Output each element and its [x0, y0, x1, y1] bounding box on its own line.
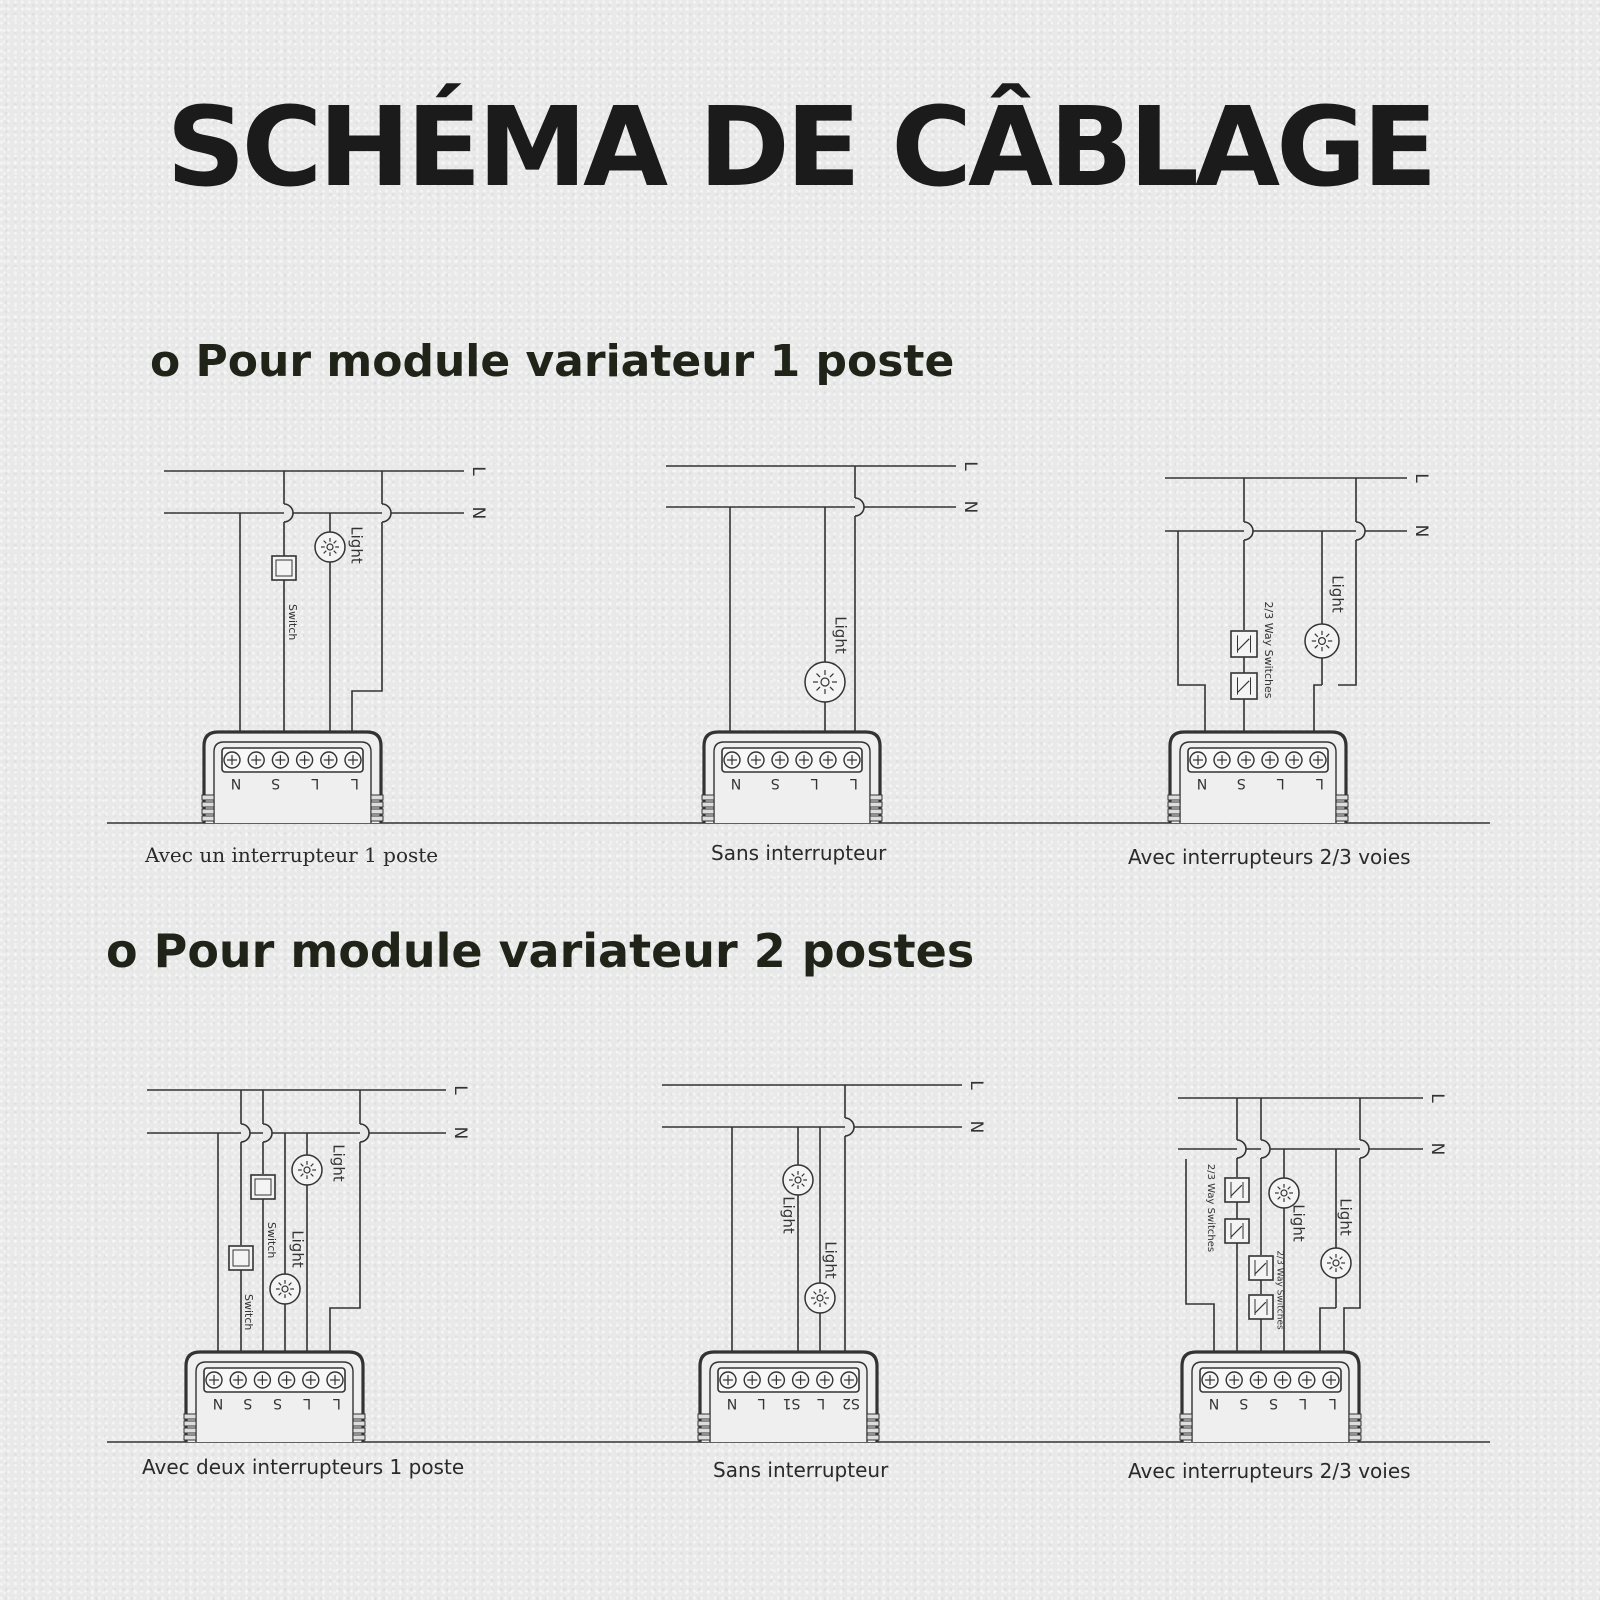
light-label: Light	[779, 1196, 798, 1234]
terminal-label: S2	[842, 1395, 860, 1411]
wire-crossover	[855, 498, 864, 516]
two-way-switch-icon	[1231, 631, 1257, 657]
light-bulb-body	[805, 662, 845, 702]
wire-light-to-module	[1314, 685, 1322, 732]
terminal-label: L	[351, 775, 359, 791]
terminal-strip	[1200, 1368, 1341, 1392]
light-bulb-body	[292, 1155, 322, 1185]
module-grip	[1168, 795, 1180, 800]
module-grip	[1180, 1435, 1192, 1440]
two-way-switch-icon	[1225, 1219, 1249, 1243]
module-grip	[1180, 1421, 1192, 1426]
caption-1gang-way-switches: Avec interrupteurs 2/3 voies	[1128, 845, 1411, 869]
neutral-label: N	[1427, 1142, 1447, 1156]
terminal-label: S1	[782, 1395, 801, 1411]
terminal-screw-icon	[720, 1372, 736, 1388]
module-grip	[202, 809, 214, 814]
terminal-label: S	[273, 1395, 282, 1411]
terminal-screw-icon	[841, 1372, 857, 1388]
module-grip	[202, 816, 214, 821]
terminal-screw-icon	[206, 1372, 222, 1388]
module-grip	[698, 1428, 710, 1433]
wire-crossover	[241, 1124, 250, 1142]
module-grip	[698, 1421, 710, 1426]
terminal-label: N	[1208, 1395, 1220, 1411]
module-grip	[1180, 1414, 1192, 1419]
terminal-screw-icon	[1190, 752, 1206, 768]
module-grip	[1349, 1421, 1361, 1426]
terminal-label: L	[810, 775, 819, 791]
terminal-label: S	[1269, 1395, 1278, 1411]
module-grip	[1168, 809, 1180, 814]
light-bulb-icon	[315, 532, 345, 562]
switch-icon	[229, 1246, 253, 1270]
light-bulb-body	[783, 1165, 813, 1195]
terminal-screw-icon	[345, 752, 361, 768]
module-grip	[371, 802, 383, 807]
wire-crossover	[382, 504, 391, 522]
terminal-screw-icon	[1238, 752, 1254, 768]
module-grip	[1336, 816, 1348, 821]
terminal-label: N	[230, 775, 242, 791]
module-grip	[202, 802, 214, 807]
two-way-switch-icon	[1249, 1256, 1273, 1280]
wire-crossover	[1261, 1140, 1270, 1158]
light-bulb-icon	[1321, 1248, 1351, 1278]
terminal-label: S	[770, 775, 780, 791]
light-bulb-body	[1321, 1248, 1351, 1278]
way-switches-label: 2/3 Way Switches	[1262, 601, 1275, 699]
terminal-strip	[222, 748, 363, 772]
terminal-label: L	[757, 1395, 766, 1411]
module-grip	[353, 1414, 365, 1419]
way-switches-label: 2/3 Way Switches	[1274, 1250, 1285, 1330]
terminal-screw-icon	[796, 752, 812, 768]
module-grip	[867, 1421, 879, 1426]
terminal-screw-icon	[321, 752, 337, 768]
wire-crossover	[1244, 522, 1253, 540]
two-way-switch-icon	[1231, 673, 1257, 699]
terminal-label: S	[243, 1395, 253, 1411]
light-bulb-icon	[270, 1274, 300, 1304]
switch-label: Switch	[286, 604, 299, 641]
light-bulb-body	[270, 1274, 300, 1304]
terminal-screw-icon	[272, 752, 288, 768]
module-grip	[870, 816, 882, 821]
module-grip	[867, 1435, 879, 1440]
module-grip	[867, 1414, 879, 1419]
switch-label: Switch	[265, 1222, 278, 1259]
terminal-strip	[718, 1368, 859, 1392]
terminal-label: N	[1196, 775, 1208, 791]
switch-icon	[251, 1175, 275, 1199]
terminal-screw-icon	[224, 752, 240, 768]
caption-2gang-no-switch: Sans interrupteur	[713, 1458, 889, 1482]
terminal-screw-icon	[1262, 752, 1278, 768]
light-bulb-body	[315, 532, 345, 562]
terminal-label: L	[1329, 1395, 1337, 1411]
light-label: Light	[1336, 1198, 1355, 1236]
terminal-screw-icon	[744, 1372, 760, 1388]
terminal-screw-icon	[279, 1372, 295, 1388]
module-grip	[702, 809, 714, 814]
terminal-label: L	[311, 775, 320, 791]
module-grip	[870, 809, 882, 814]
light-label: Light	[347, 526, 366, 564]
module-grip	[353, 1428, 365, 1433]
module-grip	[702, 795, 714, 800]
two-way-switch-icon	[1225, 1178, 1249, 1202]
light-bulb-body	[805, 1283, 835, 1313]
terminal-screw-icon	[1202, 1372, 1218, 1388]
terminal-screw-icon	[793, 1372, 809, 1388]
live-label: L	[960, 461, 980, 471]
module-grip	[702, 802, 714, 807]
terminal-label: L	[303, 1395, 312, 1411]
section-heading-2-gang: o Pour module variateur 2 postes	[106, 924, 975, 978]
wire-crossover	[284, 504, 293, 522]
terminal-screw-icon	[1226, 1372, 1242, 1388]
light-bulb-icon	[805, 662, 845, 702]
module-grip	[1336, 809, 1348, 814]
module-grip	[184, 1414, 196, 1419]
terminal-screw-icon	[817, 1372, 833, 1388]
neutral-label: N	[1411, 524, 1431, 538]
neutral-label: N	[468, 506, 488, 520]
terminal-screw-icon	[748, 752, 764, 768]
caption-2gang-two-switches: Avec deux interrupteurs 1 poste	[142, 1455, 465, 1479]
live-label: L	[1427, 1093, 1447, 1103]
module-grip	[1168, 816, 1180, 821]
terminal-strip	[722, 748, 862, 772]
light-bulb-icon	[783, 1165, 813, 1195]
neutral-label: N	[450, 1126, 470, 1140]
wire-crossover	[263, 1124, 272, 1142]
terminal-label: L	[333, 1395, 341, 1411]
terminal-screw-icon	[724, 752, 740, 768]
terminal-screw-icon	[820, 752, 836, 768]
module-grip	[202, 795, 214, 800]
terminal-label: L	[1276, 775, 1285, 791]
switch-label: Switch	[242, 1294, 255, 1331]
module-grip	[184, 1421, 196, 1426]
module-grip	[702, 816, 714, 821]
light-bulb-body	[1305, 624, 1339, 658]
terminal-label: L	[1299, 1395, 1308, 1411]
terminal-screw-icon	[248, 752, 264, 768]
terminal-screw-icon	[1323, 1372, 1339, 1388]
terminal-strip	[204, 1368, 345, 1392]
module-grip	[1168, 802, 1180, 807]
terminal-screw-icon	[297, 752, 313, 768]
caption-1gang-no-switch: Sans interrupteur	[711, 841, 887, 865]
module-grip	[867, 1428, 879, 1433]
terminal-label: S	[1236, 775, 1246, 791]
light-label: Light	[1289, 1204, 1308, 1242]
module-grip	[870, 802, 882, 807]
wire-crossover	[845, 1118, 854, 1136]
terminal-label: N	[726, 1395, 738, 1411]
light-label: Light	[831, 616, 850, 654]
terminal-screw-icon	[1214, 752, 1230, 768]
module-grip	[870, 795, 882, 800]
terminal-screw-icon	[768, 1372, 784, 1388]
live-label: L	[450, 1085, 470, 1095]
module-grip	[698, 1414, 710, 1419]
caption-1gang-one-switch: Avec un interrupteur 1 poste	[145, 843, 439, 867]
module-grip	[353, 1435, 365, 1440]
terminal-screw-icon	[1299, 1372, 1315, 1388]
module-grip	[371, 816, 383, 821]
neutral-label: N	[966, 1120, 986, 1134]
module-grip	[371, 795, 383, 800]
terminal-label: L	[1316, 775, 1324, 791]
terminal-screw-icon	[772, 752, 788, 768]
module-grip	[1349, 1435, 1361, 1440]
caption-2gang-way-switches: Avec interrupteurs 2/3 voies	[1128, 1459, 1411, 1483]
terminal-screw-icon	[1286, 752, 1302, 768]
module-grip	[184, 1435, 196, 1440]
way-switches-label: 2/3 Way Switches	[1205, 1163, 1216, 1253]
live-label: L	[966, 1080, 986, 1090]
light-bulb-icon	[1305, 624, 1339, 658]
terminal-screw-icon	[1275, 1372, 1291, 1388]
wire-crossover	[1237, 1140, 1246, 1158]
light-label: Light	[288, 1230, 307, 1268]
terminal-screw-icon	[1250, 1372, 1266, 1388]
wire-crossover	[1360, 1140, 1369, 1158]
terminal-screw-icon	[327, 1372, 343, 1388]
wire-light-2-to-module	[1320, 1308, 1336, 1352]
terminal-screw-icon	[230, 1372, 246, 1388]
terminal-strip	[1188, 748, 1328, 772]
terminal-label: S	[271, 775, 281, 791]
terminal-label: L	[817, 1395, 826, 1411]
module-grip	[371, 809, 383, 814]
section-heading-1-gang: o Pour module variateur 1 poste	[150, 336, 955, 387]
terminal-label: N	[212, 1395, 224, 1411]
module-grip	[1349, 1414, 1361, 1419]
terminal-label: L	[850, 775, 858, 791]
switch-icon	[272, 556, 296, 580]
module-grip	[1180, 1428, 1192, 1433]
module-grip	[353, 1421, 365, 1426]
module-grip	[184, 1428, 196, 1433]
neutral-label: N	[960, 500, 980, 514]
wire-crossover	[1356, 522, 1365, 540]
light-bulb-icon	[805, 1283, 835, 1313]
terminal-screw-icon	[1310, 752, 1326, 768]
terminal-screw-icon	[303, 1372, 319, 1388]
wire-neutral-to-module	[1178, 531, 1205, 732]
page-title: SCHÉMA DE CÂBLAGE	[166, 83, 1434, 211]
wire-crossover	[360, 1124, 369, 1142]
module-grip	[1336, 802, 1348, 807]
terminal-screw-icon	[844, 752, 860, 768]
light-bulb-icon	[292, 1155, 322, 1185]
live-label: L	[468, 466, 488, 476]
light-label: Light	[821, 1241, 840, 1279]
module-grip	[1349, 1428, 1361, 1433]
two-way-switch-icon	[1249, 1295, 1273, 1319]
terminal-screw-icon	[254, 1372, 270, 1388]
light-label: Light	[329, 1144, 348, 1182]
terminal-label: N	[730, 775, 742, 791]
module-grip	[1336, 795, 1348, 800]
module-grip	[698, 1435, 710, 1440]
live-label: L	[1411, 473, 1431, 483]
terminal-label: S	[1239, 1395, 1249, 1411]
light-label: Light	[1328, 575, 1347, 613]
